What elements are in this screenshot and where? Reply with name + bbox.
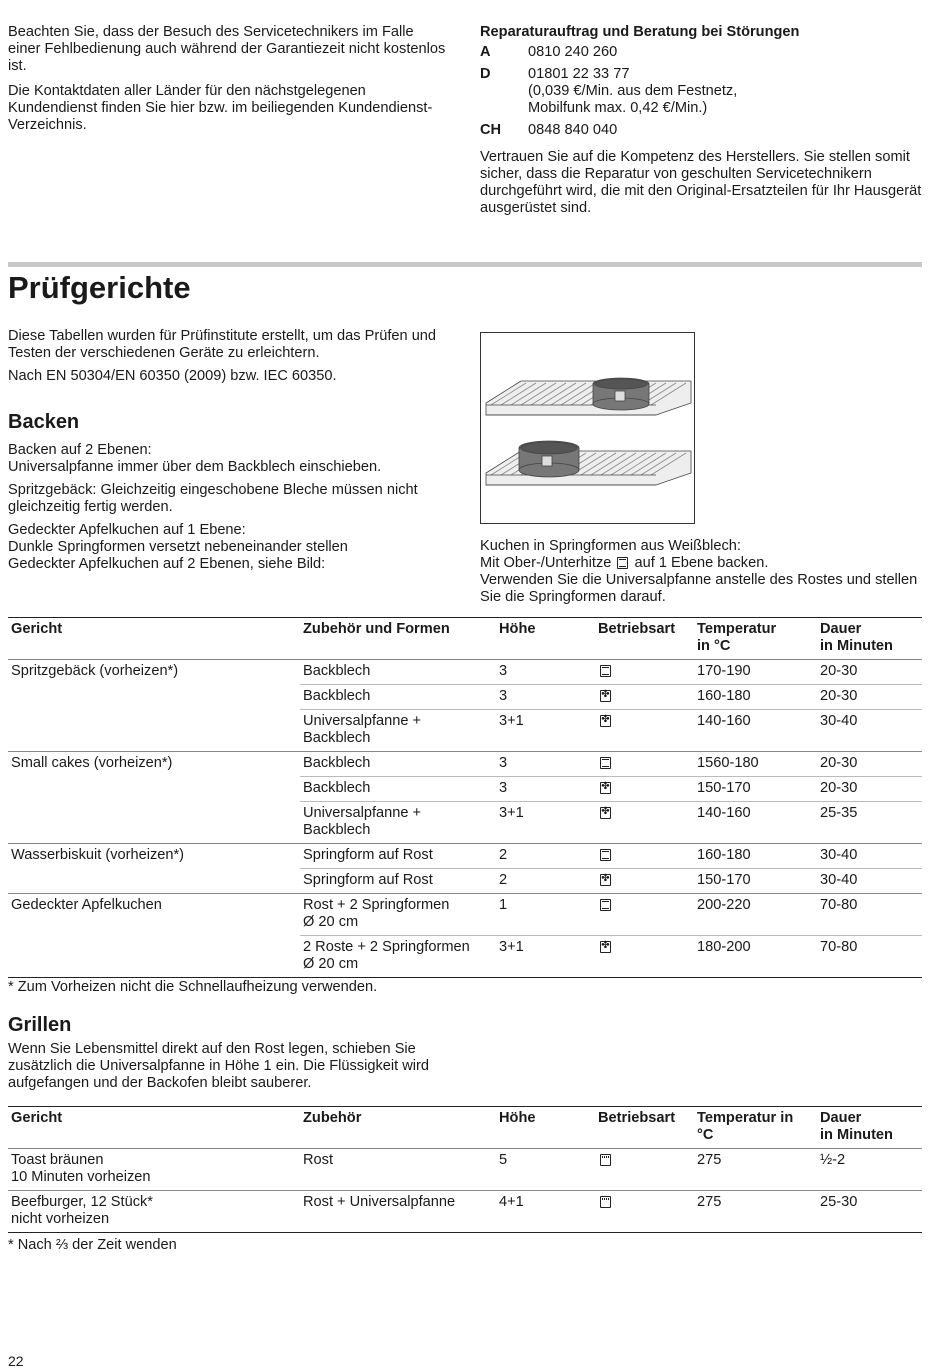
col-header-temperatur: Temperatur in °C: [694, 1107, 817, 1149]
repair-title: Reparaturauftrag und Beratung bei Störungen: [480, 24, 800, 40]
service-note: [8, 24, 448, 142]
accessory-cell: Backblech: [300, 685, 496, 710]
dish-cell: Small cakes (vorheizen*): [8, 752, 300, 777]
phone-number: 0810 240 260: [528, 44, 618, 60]
mode-cell: [595, 894, 694, 936]
duration-cell: 70-80: [817, 894, 922, 936]
col-header-gericht: Gericht: [8, 618, 300, 660]
height-cell: 4+1: [496, 1191, 595, 1233]
section-divider: [8, 262, 922, 267]
duration-cell: 20-30: [817, 685, 922, 710]
mode-cell: [595, 1191, 694, 1233]
duration-cell: 20-30: [817, 752, 922, 777]
duration-cell: 25-30: [817, 1191, 922, 1233]
country-code: A: [480, 44, 491, 60]
accessory-cell: Backblech: [300, 777, 496, 802]
figure-caption: [480, 538, 920, 606]
mode-cell: [595, 660, 694, 685]
temperature-cell: 275: [694, 1191, 817, 1233]
dish-cell: [8, 710, 300, 752]
grillen-footnote: * Nach ⅔ der Zeit wenden: [8, 1237, 177, 1253]
mode-cell: [595, 710, 694, 752]
temperature-cell: 180-200: [694, 936, 817, 978]
grillen-table: [8, 1106, 922, 1233]
height-cell: 3: [496, 660, 595, 685]
table-row: [8, 660, 922, 685]
height-cell: 3+1: [496, 802, 595, 844]
caption-line-2a: Mit Ober-/Unterhitze: [480, 555, 612, 571]
temperature-cell: 160-180: [694, 685, 817, 710]
duration-cell: ½-2: [817, 1149, 922, 1191]
dish-cell: Wasserbiskuit (vorheizen*): [8, 844, 300, 869]
temperature-cell: 1560-180: [694, 752, 817, 777]
table-header-row: [8, 618, 922, 660]
ober-unterhitze-icon: [600, 899, 611, 911]
temperature-cell: 140-160: [694, 710, 817, 752]
heissluft-icon: [600, 715, 611, 727]
table-row: [8, 936, 922, 978]
dish-cell: [8, 777, 300, 802]
height-cell: 3: [496, 752, 595, 777]
springform-illustration: [480, 332, 695, 524]
intro: [8, 328, 453, 391]
height-cell: 5: [496, 1149, 595, 1191]
backen-heading: Backen: [8, 411, 80, 433]
table-row: [8, 894, 922, 936]
dish-cell: [8, 936, 300, 978]
phone-number: 01801 22 33 77 (0,039 €/Min. aus dem Festnetz, Mobilfunk max. 0,42 €/Min.): [528, 66, 738, 116]
backen-note-3: Gedeckter Apfelkuchen auf 1 Ebene: Dunkle Springformen versetzt nebeneinander stellen Gedeckter Apfelkuchen auf 2 Ebenen, siehe Bild:: [8, 522, 348, 572]
country-code: CH: [480, 122, 502, 138]
ober-unterhitze-icon: [617, 557, 628, 569]
grillen-heading: Grillen: [8, 1014, 72, 1036]
col-header-gericht: Gericht: [8, 1107, 300, 1149]
table-row: [8, 869, 922, 894]
temperature-cell: 160-180: [694, 844, 817, 869]
table-row: [8, 1191, 922, 1233]
height-cell: 2: [496, 844, 595, 869]
mode-cell: [595, 1149, 694, 1191]
oven-rack-drawing: [481, 333, 694, 523]
height-cell: 3+1: [496, 710, 595, 752]
height-cell: 1: [496, 894, 595, 936]
page-title: Prüfgerichte: [8, 270, 191, 305]
dish-cell: Gedeckter Apfelkuchen: [8, 894, 300, 936]
duration-cell: 30-40: [817, 869, 922, 894]
dish-cell: Beefburger, 12 Stück* nicht vorheizen: [8, 1191, 300, 1233]
dish-cell: [8, 802, 300, 844]
duration-cell: 30-40: [817, 710, 922, 752]
heissluft-icon: [600, 874, 611, 886]
ober-unterhitze-icon: [600, 757, 611, 769]
temperature-cell: 275: [694, 1149, 817, 1191]
backen-note-2: Spritzgebäck: Gleichzeitig eingeschobene Bleche müssen nicht gleichzeitig fertig werden.: [8, 482, 418, 515]
backen-text: [8, 442, 458, 579]
col-header-betriebsart: Betriebsart: [595, 618, 694, 660]
mode-cell: [595, 869, 694, 894]
table-row: [8, 844, 922, 869]
accessory-cell: Universalpfanne + Backblech: [300, 802, 496, 844]
intro-text: Diese Tabellen wurden für Prüfinstitute erstellt, um das Prüfen und Testen der verschiedenen Geräte zu erleichtern.: [8, 328, 437, 361]
service-note-text: Beachten Sie, dass der Besuch des Servicetechnikers im Falle einer Fehlbedienung auch während der Garantiezeit nicht kostenlos ist.: [8, 24, 446, 74]
heissluft-icon: [600, 690, 611, 702]
backen-table: [8, 617, 922, 978]
col-header-temperatur: Temperatur in °C: [694, 618, 817, 660]
heissluft-icon: [600, 807, 611, 819]
phone-number: 0848 840 040: [528, 122, 618, 138]
table-row: [8, 1149, 922, 1191]
col-header-zubehoer: Zubehör: [300, 1107, 496, 1149]
mode-cell: [595, 685, 694, 710]
duration-cell: 20-30: [817, 660, 922, 685]
dish-cell: Spritzgebäck (vorheizen*): [8, 660, 300, 685]
contact-info-text: Die Kontaktdaten aller Länder für den nächstgelegenen Kundendienst finden Sie hier bzw. im beiliegenden Kundendienst-Verzeichnis.: [8, 83, 433, 133]
mode-cell: [595, 936, 694, 978]
height-cell: 3: [496, 685, 595, 710]
accessory-cell: Springform auf Rost: [300, 869, 496, 894]
col-header-dauer: Dauer in Minuten: [817, 1107, 922, 1149]
contact-row: [480, 122, 930, 139]
grillen-text: Wenn Sie Lebensmittel direkt auf den Rost legen, schieben Sie zusätzlich die Universalpfanne in Höhe 1 ein. Die Flüssigkeit wird aufgefangen und der Backofen bleibt sauberer.: [8, 1041, 429, 1091]
dish-cell: [8, 869, 300, 894]
temperature-cell: 140-160: [694, 802, 817, 844]
country-code: D: [480, 66, 491, 82]
duration-cell: 20-30: [817, 777, 922, 802]
temperature-cell: 150-170: [694, 777, 817, 802]
accessory-cell: 2 Roste + 2 Springformen Ø 20 cm: [300, 936, 496, 978]
table-row: [8, 685, 922, 710]
contact-row: [480, 44, 930, 61]
height-cell: 3+1: [496, 936, 595, 978]
contact-row: [480, 66, 930, 117]
duration-cell: 30-40: [817, 844, 922, 869]
col-header-hoehe: Höhe: [496, 618, 595, 660]
col-header-dauer: Dauer in Minuten: [817, 618, 922, 660]
table-row: [8, 777, 922, 802]
accessory-cell: Universalpfanne + Backblech: [300, 710, 496, 752]
temperature-cell: 170-190: [694, 660, 817, 685]
table-header-row: [8, 1107, 922, 1149]
mode-cell: [595, 802, 694, 844]
table-row: [8, 752, 922, 777]
col-header-betriebsart: Betriebsart: [595, 1107, 694, 1149]
col-header-zubehoer: Zubehör und Formen: [300, 618, 496, 660]
grill-icon: [600, 1196, 611, 1208]
ober-unterhitze-icon: [600, 849, 611, 861]
caption-line-1: Kuchen in Springformen aus Weißblech:: [480, 538, 741, 554]
manufacturer-trust-text: Vertrauen Sie auf die Kompetenz des Herstellers. Sie stellen somit sicher, dass die Reparatur von geschulten Servicetechnikern durchgeführt wird, die mit den Original-Ersatzteilen für Ihr Hausgerät ausgerüstet sind.: [480, 149, 922, 216]
accessory-cell: Rost: [300, 1149, 496, 1191]
dish-cell: [8, 685, 300, 710]
accessory-cell: Backblech: [300, 752, 496, 777]
accessory-cell: Rost + 2 Springformen Ø 20 cm: [300, 894, 496, 936]
backen-footnote: * Zum Vorheizen nicht die Schnellaufheizung verwenden.: [8, 979, 378, 995]
col-header-hoehe: Höhe: [496, 1107, 595, 1149]
grill-icon: [600, 1154, 611, 1166]
duration-cell: 70-80: [817, 936, 922, 978]
mode-cell: [595, 752, 694, 777]
accessory-cell: Backblech: [300, 660, 496, 685]
accessory-cell: Springform auf Rost: [300, 844, 496, 869]
mode-cell: [595, 777, 694, 802]
temperature-cell: 200-220: [694, 894, 817, 936]
height-cell: 2: [496, 869, 595, 894]
height-cell: 3: [496, 777, 595, 802]
backen-note-1: Backen auf 2 Ebenen: Universalpfanne immer über dem Backblech einschieben.: [8, 442, 382, 475]
temperature-cell: 150-170: [694, 869, 817, 894]
caption-line-2b: auf 1 Ebene backen.: [634, 555, 769, 571]
duration-cell: 25-35: [817, 802, 922, 844]
caption-line-3: Verwenden Sie die Universalpfanne anstelle des Rostes und stellen Sie die Springformen darauf.: [480, 572, 918, 605]
mode-cell: [595, 844, 694, 869]
ober-unterhitze-icon: [600, 665, 611, 677]
heissluft-icon: [600, 941, 611, 953]
table-row: [8, 710, 922, 752]
table-row: [8, 802, 922, 844]
page-number: 22: [8, 1353, 24, 1369]
repair-contacts: [480, 24, 930, 217]
standard-text: Nach EN 50304/EN 60350 (2009) bzw. IEC 60350.: [8, 368, 337, 384]
heissluft-icon: [600, 782, 611, 794]
accessory-cell: Rost + Universalpfanne: [300, 1191, 496, 1233]
dish-cell: Toast bräunen 10 Minuten vorheizen: [8, 1149, 300, 1191]
